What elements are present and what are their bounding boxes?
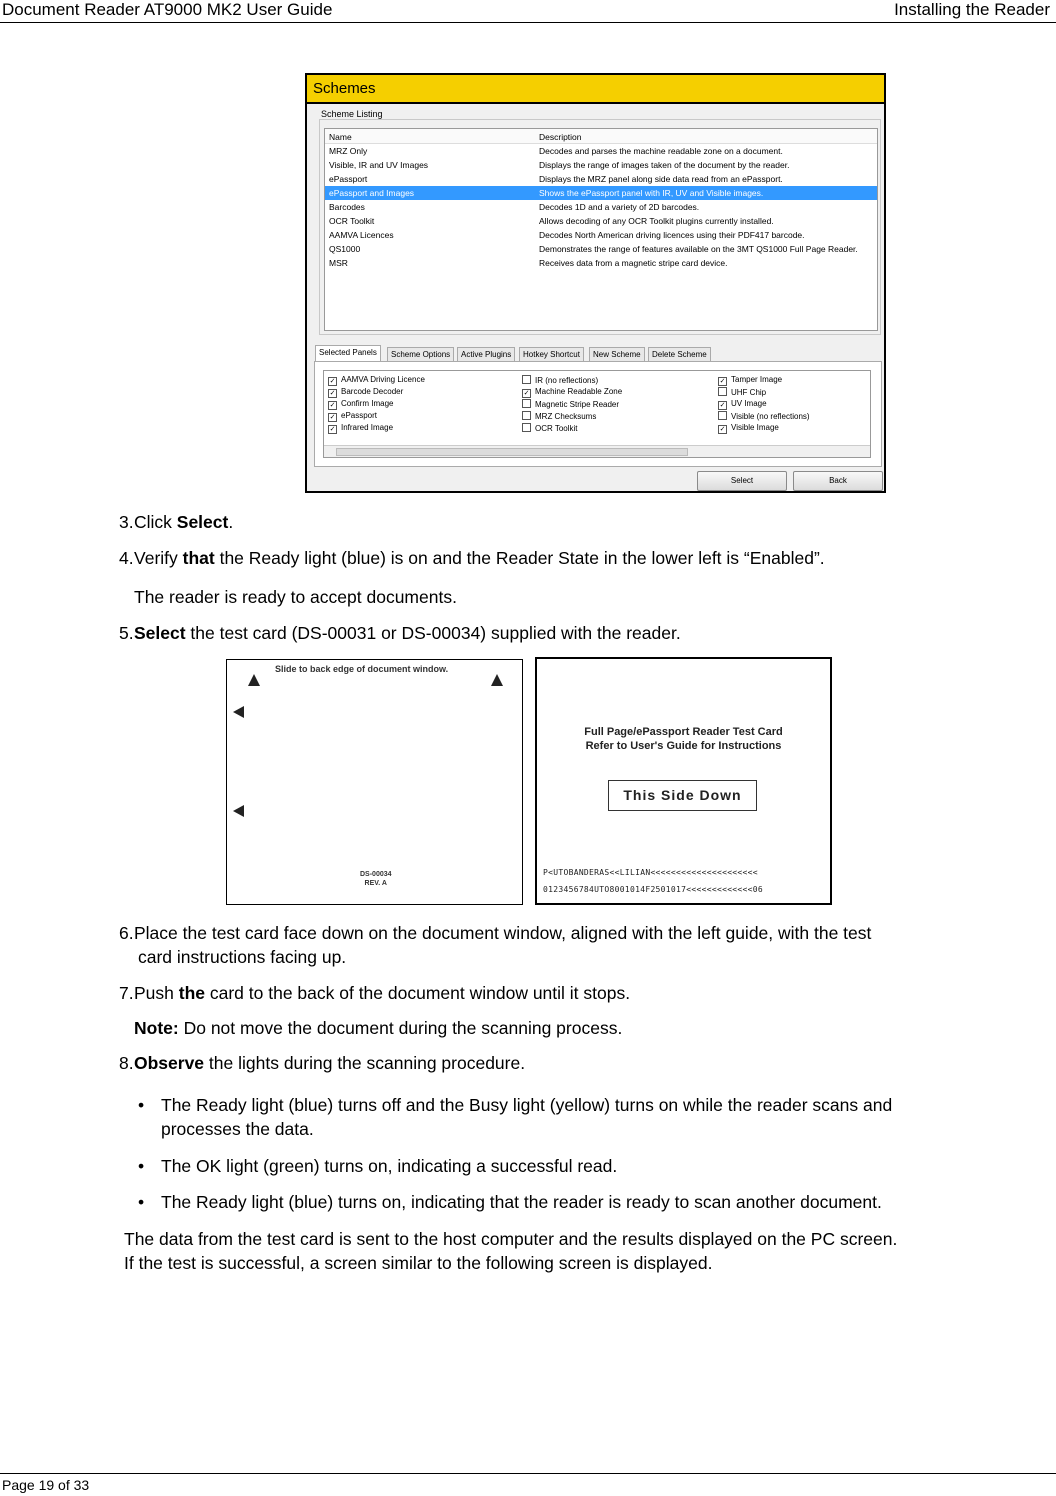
mrz-line: P<UTOBANDERAS<<LILIAN<<<<<<<<<<<<<<<<<<<<< [543,868,758,877]
step-number: 4. [119,548,134,568]
step-number: 5. [119,623,134,643]
page-header [0,0,1056,23]
checkbox-label: AAMVA Driving Licence [341,375,425,384]
checkbox-unchecked-icon [522,399,531,408]
guide-arrows-icon [227,660,522,904]
step-6-text: Place the test card face down on the document window, aligned with the left guide, with the test [134,923,872,943]
row-name: ePassport and Images [329,188,415,198]
checkbox-checked-icon: ✓ [719,426,726,433]
text: Verify [134,548,183,568]
section-title: Installing the Reader [894,0,1050,19]
emphasis: the [178,983,205,1003]
checkbox-checked-icon: ✓ [329,426,336,433]
step-6-text-cont: card instructions facing up. [138,947,347,967]
text: the test card (DS-00031 or DS-00034) supplied with the reader. [185,623,681,643]
scheme-listing-label: Scheme Listing [321,109,383,119]
test-card-back-image [226,659,523,905]
page-footer [0,1473,1056,1493]
row-name: Visible, IR and UV Images [329,160,429,170]
checkbox-aamva-driving-licence[interactable] [328,375,425,386]
checkbox-label: ePassport [341,411,378,420]
table-row-selected[interactable] [325,186,877,200]
bullet-icon: • [138,1192,145,1212]
text: Click [134,512,177,532]
bullet-2-text: The OK light (green) turns on, indicating a successful read. [161,1156,618,1176]
step-4-text [134,548,825,569]
checkbox-label: Infrared Image [341,423,394,432]
step-number: 8. [119,1053,134,1073]
select-button[interactable]: Select [697,471,787,491]
row-name: MRZ Only [329,146,368,156]
checkbox-confirm-image[interactable] [328,399,393,410]
row-name: OCR Toolkit [329,216,375,226]
scheme-list[interactable] [324,128,878,331]
column-header-name[interactable]: Name [329,132,352,142]
checkbox-label: Tamper Image [731,375,783,384]
row-name: MSR [329,258,348,268]
checkbox-barcode-decoder[interactable] [328,387,403,398]
checkbox-label: Machine Readable Zone [535,387,623,396]
checkbox-label: Magnetic Stripe Reader [535,400,620,409]
tab-active-plugins[interactable]: Active Plugins [457,347,515,361]
column-header-description[interactable]: Description [539,132,582,142]
tab-scheme-options[interactable]: Scheme Options [387,347,454,361]
step-number: 6. [119,923,134,943]
row-description: Shows the ePassport panel with IR, UV and Visible images. [539,188,764,198]
row-description: Decodes North American driving licences using their PDF417 barcode. [539,230,805,240]
row-name: QS1000 [329,244,361,254]
tab-hotkey-shortcut[interactable]: Hotkey Shortcut [519,347,584,361]
step-number: 7. [119,983,134,1003]
bullet-icon: • [138,1156,145,1176]
checkbox-checked-icon: ✓ [329,378,336,385]
checkbox-label: OCR Toolkit [535,424,578,433]
checkbox-machine-readable-zone[interactable] [522,387,622,398]
row-description: Displays the MRZ panel along side data read from an ePassport. [539,174,783,184]
this-side-down-box: This Side Down [608,780,757,811]
checkbox-checked-icon: ✓ [719,378,726,385]
table-row[interactable] [325,144,877,158]
checkbox-unchecked-icon [522,411,531,420]
row-name: Barcodes [329,202,365,212]
bullet-1-text: The Ready light (blue) turns off and the Busy light (yellow) turns on while the reader scans and [161,1095,893,1115]
step-3-text [134,512,233,533]
tab-new-scheme[interactable]: New Scheme [589,347,645,361]
bullet-3-text: The Ready light (blue) turns on, indicating that the reader is ready to scan another document. [161,1192,882,1212]
tab-selected-panels[interactable]: Selected Panels [315,345,381,362]
table-row[interactable] [325,214,877,228]
text: card to the back of the document window until it stops. [205,983,631,1003]
card-front-heading [537,725,830,753]
checkbox-checked-icon: ✓ [329,414,336,421]
emphasis: that [182,548,215,568]
card-rev-line: REV. A [364,880,387,887]
back-button[interactable]: Back [793,471,883,491]
step-5-text [134,623,681,644]
text: Push [134,983,179,1003]
row-description: Decodes 1D and a variety of 2D barcodes. [539,202,700,212]
checkbox-tamper-image[interactable] [718,375,782,386]
bullet-icon: • [138,1095,145,1115]
scrollbar-thumb[interactable] [336,448,688,456]
table-row[interactable] [325,172,877,186]
checkbox-visible-no-reflections[interactable] [718,411,810,422]
checkbox-unchecked-icon [522,423,531,432]
checkbox-magnetic-stripe-reader[interactable] [522,399,619,410]
checkbox-label: Barcode Decoder [341,387,404,396]
card-mrz [543,864,763,898]
emphasis: Select [134,623,186,643]
tab-delete-scheme[interactable]: Delete Scheme [648,347,711,361]
card-code-line: DS-00034 [360,871,392,878]
text: . [228,512,234,532]
row-description: Displays the range of images taken of the document by the reader. [539,160,790,170]
closing-text-cont: If the test is successful, a screen similar to the following screen is displayed. [124,1253,713,1273]
text: the Ready light (blue) is on and the Reader State in the lower left is “Enabled”. [214,548,825,568]
checkbox-label: IR (no reflections) [535,376,599,385]
card-back-code [360,870,392,888]
panel-checkbox-list [323,370,871,458]
step-number: 3. [119,512,134,532]
doc-title: Document Reader AT9000 MK2 User Guide [2,0,333,19]
row-description: Demonstrates the range of features available on the 3MT QS1000 Full Page Reader. [539,244,858,254]
note-label: Note: [134,1018,179,1038]
checkbox-unchecked-icon [718,411,727,420]
checkbox-checked-icon: ✓ [329,390,336,397]
table-row[interactable] [325,200,877,214]
checkbox-label: MRZ Checksums [535,412,597,421]
test-card-front-image [535,657,832,905]
table-row[interactable] [325,256,877,270]
emphasis: Observe [134,1053,205,1073]
checkbox-label: Visible (no reflections) [731,412,810,421]
checkbox-ir-no-reflections[interactable] [522,375,598,386]
checkbox-label: Visible Image [731,423,779,432]
scheme-list-header [325,129,877,144]
mrz-line: 0123456784UTO8001014F2501017<<<<<<<<<<<<<06 [543,885,764,894]
horizontal-scrollbar[interactable] [324,445,870,457]
checkbox-label: UHF Chip [731,388,767,397]
checkbox-checked-icon: ✓ [523,390,530,397]
row-description: Receives data from a magnetic stripe card device. [539,258,728,268]
schemes-window-title: Schemes [307,75,884,104]
checkbox-infrared-image[interactable] [328,423,393,434]
row-description: Allows decoding of any OCR Toolkit plugins currently installed. [539,216,774,226]
checkbox-epassport[interactable] [328,411,377,422]
card-heading-line: Refer to User's Guide for Instructions [585,740,782,752]
row-description: Decodes and parses the machine readable zone on a document. [539,146,783,156]
step-4-subtext: The reader is ready to accept documents. [134,587,457,607]
checkbox-unchecked-icon [522,375,531,384]
checkbox-label: Confirm Image [341,399,394,408]
checkbox-checked-icon: ✓ [719,402,726,409]
table-row[interactable] [325,158,877,172]
schemes-window [305,73,886,493]
page-number: Page 19 of 33 [2,1477,90,1493]
scheme-listing-group [319,119,881,335]
checkbox-mrz-checksums[interactable] [522,411,596,422]
text: the lights during the scanning procedure. [204,1053,526,1073]
step-7-text [134,983,630,1004]
card-back-instruction: Slide to back edge of document window. [275,664,449,674]
row-name: ePassport [329,174,368,184]
checkbox-ocr-toolkit[interactable] [522,423,578,434]
closing-text: The data from the test card is sent to the host computer and the results displayed on the PC screen. [124,1229,898,1249]
table-row[interactable] [325,242,877,256]
step-7-note [134,1018,622,1039]
emphasis: Select [176,512,229,532]
checkbox-checked-icon: ✓ [329,402,336,409]
checkbox-visible-image[interactable] [718,423,779,434]
step-8-text [134,1053,525,1074]
bullet-1-text-cont: processes the data. [161,1119,314,1139]
row-name: AAMVA Licences [329,230,394,240]
card-heading-line: Full Page/ePassport Reader Test Card [584,726,783,738]
selected-panels-pane [314,361,882,467]
checkbox-unchecked-icon [718,387,727,396]
table-row[interactable] [325,228,877,242]
checkbox-uv-image[interactable] [718,399,767,410]
checkbox-label: UV Image [731,399,767,408]
checkbox-uhf-chip[interactable] [718,387,766,398]
text: Do not move the document during the scanning process. [178,1018,623,1038]
